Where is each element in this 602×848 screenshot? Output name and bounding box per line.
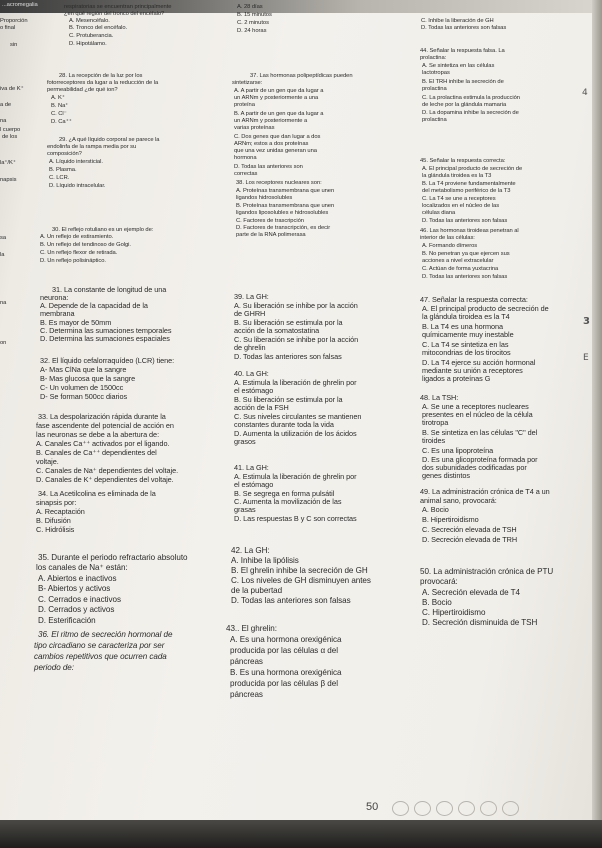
option-b: B- Mas glucosa que la sangre: [40, 374, 136, 383]
option-b-cont: del metabolismo periférico de la T3: [422, 188, 511, 194]
question-stem: 36. El ritmo de secreción hormonal de: [38, 630, 173, 639]
page-number: 50: [366, 801, 379, 813]
option-b: B. Un reflejo del tendinoso de Golgi.: [40, 242, 131, 248]
option-a: A. 28 días: [237, 4, 263, 10]
option-b: B. No penetran ya que ejercen sus: [422, 251, 510, 257]
margin-mark: E: [583, 353, 589, 363]
option-b: B. 15 minutos: [237, 12, 272, 18]
option-b-cont: páncreas: [230, 690, 263, 699]
option-b: B. Bocio: [422, 598, 452, 607]
question-stem: 48. La TSH:: [420, 393, 459, 402]
margin-mark: 3: [583, 316, 590, 327]
option-c: C. Secreción elevada de TSH: [422, 525, 517, 534]
option-a-cont: un ARNm y posteriormente a una: [234, 95, 319, 101]
option-b: B. El TRH inhibe la secreción de: [422, 79, 504, 85]
option-d: D. Las respuestas B y C son correctas: [234, 514, 357, 523]
option-b: B. Difusión: [36, 516, 71, 525]
option-d-cont: ligados a proteínas G: [422, 374, 491, 383]
question-stem: tipo circadiano se caracteriza por ser: [34, 641, 165, 650]
question-stem: endolinfa de la rampa media por su: [47, 144, 137, 150]
option-a: A. El principal producto de secreción de: [422, 166, 523, 172]
option-c: C. 2 minutos: [237, 20, 269, 26]
option-b-cont: ligandos liposolubles e hidrosolubles: [236, 210, 329, 216]
option-d: D. Cerrados y activos: [38, 605, 115, 614]
option-b: B. La T4 es una hormona: [422, 322, 504, 331]
option-a: A. K⁺: [51, 95, 65, 101]
option-d: D. Un reflejo polisináptico.: [40, 258, 106, 264]
option-d: D. Líquido intracelular.: [49, 183, 106, 189]
question-stem: interior de las células:: [420, 235, 475, 241]
option-d: D. Canales de K⁺ dependientes del voltaje.: [36, 475, 174, 484]
top-fragment: o final: [0, 25, 16, 31]
left-fragment: iva de K⁺: [0, 86, 24, 92]
footer-circle: [458, 801, 475, 816]
option-a: A. Proteínas transmembrana que unen: [236, 188, 335, 194]
option-c: C. Hipertiroidismo: [422, 608, 486, 617]
option-a: A. Estimula la liberación de ghrelin por: [234, 378, 357, 387]
option-c-cont: que una vez unidas generan una: [234, 148, 317, 154]
option-c-cont: de leche por la glándula mamaria: [422, 102, 507, 108]
footer-circle: [502, 801, 519, 816]
option-b: B. Canales de Ca⁺⁺ dependientes del: [36, 448, 157, 457]
option-a: A. A partir de un gen que da lugar a: [234, 88, 324, 94]
footer-circle: [436, 801, 453, 816]
option-d: D. Es una glicoproteína formada por: [422, 455, 538, 464]
option-c-cont: mitocondrias de los tirocitos: [422, 348, 511, 357]
question-stem: fotorreceptores da lugar a la reducción de la: [47, 80, 159, 86]
bottom-shadow-band: [0, 820, 602, 848]
option-c: C. La prolactina estimula la producción: [422, 95, 520, 101]
option-c: C. Es una lipoproteína: [422, 446, 494, 455]
option-a: A. Recaptación: [36, 507, 85, 516]
left-fragment: na: [0, 118, 7, 124]
footer-circles: [392, 801, 519, 816]
option-b-cont: voltaje.: [36, 457, 59, 466]
option-c: C. Aumenta la movilización de las: [234, 497, 342, 506]
question-stem: 42. La GH:: [231, 546, 270, 555]
question-stem: 39. La GH:: [234, 292, 269, 301]
option-b: B. Se segrega en forma pulsátil: [234, 489, 335, 498]
text-line: ¿en qué región del tronco del encéfalo?: [64, 11, 165, 17]
option-c-cont: de la pubertad: [231, 586, 283, 595]
question-stem: composición?: [47, 151, 82, 157]
option-b: B- Abiertos y activos: [38, 584, 111, 593]
option-b-cont: varias proteínas: [234, 125, 275, 131]
option-b-cont: un ARNm y posteriormente a: [234, 118, 308, 124]
question-stem: 30. El reflejo rotuliano es un ejemplo de:: [52, 227, 154, 233]
option-d-cont: correctas: [234, 171, 258, 177]
option-a: A. El principal producto de secreción de: [422, 304, 549, 313]
question-stem: 32. El líquido cefalorraquídeo (LCR) tiene:: [40, 356, 175, 365]
option-c: C. Actúan de forma yuxtacrina: [422, 266, 499, 272]
option-a: A. Mesencéfalo.: [69, 18, 110, 24]
question-stem: 33. La despolarización rápida durante la: [38, 412, 166, 421]
left-fragment: la: [0, 252, 5, 258]
option-b: B. Hipertiroidismo: [422, 515, 479, 524]
option-d-cont: parte de la RNA polimerasa: [236, 232, 306, 238]
top-fragment: Proporción: [0, 18, 28, 24]
option-c-cont: localizados en el núcleo de las: [422, 203, 500, 209]
option-a: A. Su liberación se inhibe por la acción: [234, 301, 358, 310]
question-stem: 38. Los receptores nucleares son:: [236, 180, 322, 186]
option-a-cont: lactotropas: [422, 70, 450, 76]
option-c: C. Cerrados e inactivos: [38, 595, 121, 604]
option-a-cont: membrana: [40, 309, 75, 318]
question-stem: 49. La administración crónica de T4 a un: [420, 487, 550, 496]
option-d: D. La T4 ejerce su acción hormonal: [422, 358, 536, 367]
option-b-cont: químicamente muy inestable: [422, 330, 514, 339]
option-a: A. Líquido intersticial.: [49, 159, 103, 165]
question-stem: sintetizarse:: [232, 80, 263, 86]
top-fragment: sin: [10, 42, 18, 48]
option-d-cont: dos subunidades codificadas por: [422, 463, 527, 472]
option-a: A. Bocio: [422, 505, 449, 514]
option-c: C. Protuberancia.: [69, 33, 114, 39]
option-d: D. Todas las anteriores son falsas: [421, 25, 507, 31]
question-stem: 47. Señalar la respuesta correcta:: [420, 295, 528, 304]
question-stem: las neuronas se debe a la abertura de:: [36, 430, 160, 439]
option-d: D. Todas las anteriores son falsas: [231, 596, 351, 605]
option-b: B. A partir de un gen que da lugar a: [234, 111, 324, 117]
option-c-cont: ARNm; estos a dos proteínas: [234, 141, 309, 147]
question-stem: periodo de:: [34, 663, 74, 672]
option-d: D. Ca⁺⁺: [51, 119, 72, 125]
top-fragment: ...acromegalia: [2, 2, 38, 8]
footer-circle: [480, 801, 497, 816]
option-b-cont: tiroides: [422, 436, 446, 445]
option-a-cont: la glándula tiroidea es la T3: [422, 173, 492, 179]
option-c: C. Los niveles de GH disminuyen antes: [231, 576, 371, 585]
question-stem: 46. Las hormonas tiroideas penetran al: [420, 228, 519, 234]
option-c-cont: de ghrelin: [234, 343, 266, 352]
option-c: C- Un volumen de 1500cc: [40, 383, 124, 392]
option-e: D. Esterificación: [38, 616, 96, 625]
question-stem: 34. La Acetilcolina es eliminada de la: [38, 489, 156, 498]
option-b-cont: acciones a nivel extracelular: [422, 258, 494, 264]
option-c: C. Sus niveles circulantes se mantienen: [234, 412, 362, 421]
option-a-cont: el estómago: [234, 386, 274, 395]
option-d: D. Aumenta la utilización de los ácidos: [234, 429, 357, 438]
question-stem: 37. Las hormonas polipeptídicas pueden: [250, 73, 353, 79]
question-stem: animal sano, provocará:: [420, 496, 497, 505]
option-c: C. Hidrólisis: [36, 525, 75, 534]
option-a-cont: de GHRH: [234, 309, 266, 318]
footer-circle: [414, 801, 431, 816]
option-c: C. La T4 se une a receptores: [422, 196, 496, 202]
option-c-cont: constantes durante toda la vida: [234, 420, 334, 429]
question-stem: cambios repetitivos que ocurren cada: [34, 652, 167, 661]
margin-mark: 4: [582, 88, 588, 98]
option-c: C. Cl⁻: [51, 111, 67, 117]
question-stem: 43.. El ghrelin:: [226, 624, 277, 633]
option-d: D. Todas las anteriores son falsas: [234, 352, 342, 361]
question-stem: provocará:: [420, 577, 458, 586]
option-a: A. Formando dímeros: [422, 243, 478, 249]
text-line: respiratorias se encuentran principalmente: [64, 4, 172, 10]
footer-circle: [392, 801, 409, 816]
option-d: D. La dopamina inhibe la secreción de: [422, 110, 519, 116]
left-fragment: sa: [0, 235, 7, 241]
left-fragment: de los: [2, 134, 18, 140]
left-fragment: napsis: [0, 177, 17, 183]
option-a-cont: ligandos hidrosolubles: [236, 195, 293, 201]
option-a: A- Mas ClNa que la sangre: [40, 365, 127, 374]
option-c: C. Dos genes que dan lugar a dos: [234, 134, 321, 140]
option-d: D. Factores de transcripción, es decir: [236, 225, 331, 231]
question-stem: 35. Durante el periodo refractario absoluto: [38, 553, 188, 562]
option-c: C. Un reflejo flexor de retirada.: [40, 250, 118, 256]
option-b: B. Su liberación se estimula por la: [234, 318, 343, 327]
left-fragment: l cuerpo: [0, 127, 21, 133]
option-a: A. Un reflejo de estiramiento.: [40, 234, 114, 240]
option-d: D. 24 horas: [237, 28, 267, 34]
option-a: A. Es una hormona orexigénica: [230, 635, 342, 644]
option-c: C. Su liberación se inhibe por la acción: [234, 335, 359, 344]
option-d-cont: mediante su unión a receptores: [422, 366, 523, 375]
option-b: B. Na⁺: [51, 103, 69, 109]
option-d: D. Todas las anteriores son falsas: [422, 274, 508, 280]
option-c: C. Inhibe la liberación de GH: [421, 18, 494, 24]
option-c: C. Determina las sumaciones temporales: [40, 326, 172, 335]
option-b: B. Proteínas transmembrana que unen: [236, 203, 335, 209]
option-a-cont: producida por las células α del: [230, 646, 338, 655]
option-a: A. Canales Ca⁺⁺ activados por el ligando.: [36, 439, 170, 448]
option-a-cont: tirotropa: [422, 418, 449, 427]
option-b-cont: producida por las células β del: [230, 679, 338, 688]
option-b-cont: acción de la somatostatina: [234, 326, 320, 335]
option-c: C. La T4 se sintetiza en las: [422, 340, 509, 349]
question-stem: 50. La administración crónica de PTU: [420, 567, 554, 576]
option-b: B. Es mayor de 50mm: [40, 318, 112, 327]
question-stem: neurona:: [40, 293, 69, 302]
option-d: D- Se forman 500cc diarios: [40, 392, 128, 401]
question-stem: 45. Señalar la respuesta correcta:: [420, 158, 506, 164]
question-stem: 44. Señalar la respuesta falsa. La: [420, 48, 505, 54]
question-stem: fase ascendente del potencial de acción en: [36, 421, 174, 430]
option-a: A. Se sintetiza en las células: [422, 63, 495, 69]
option-b: B. Se sintetiza en las células "C" del: [422, 428, 538, 437]
option-a: A. Secreción elevada de T4: [422, 588, 520, 597]
option-b-cont: prolactina: [422, 86, 447, 92]
option-c-cont: grasas: [234, 505, 256, 514]
option-a: A. Inhibe la lipólisis: [231, 556, 299, 565]
option-d-cont: genes distintos: [422, 471, 470, 480]
option-b: B. Es una hormona orexigénica: [230, 668, 342, 677]
option-a: A. Abiertos e inactivos: [38, 574, 117, 583]
option-d-cont: prolactina: [422, 117, 447, 123]
option-d: D. Todas las anteriores son: [234, 164, 303, 170]
option-d: D. Hipotálamo.: [69, 41, 107, 47]
question-stem: prolactina:: [420, 55, 447, 61]
left-fragment: na: [0, 300, 7, 306]
option-c: C. LCR.: [49, 175, 70, 181]
option-b: B. Tronco del encéfalo.: [69, 25, 128, 31]
option-a-cont: presentes en el núcleo de la célula: [422, 410, 533, 419]
option-a-cont: páncreas: [230, 657, 263, 666]
question-stem: 31. La constante de longitud de una: [52, 285, 167, 294]
option-d: D. Todas las anteriores son falsas: [422, 218, 508, 224]
option-b-cont: acción de la FSH: [234, 403, 289, 412]
question-stem: los canales de Na⁺ están:: [36, 563, 128, 572]
question-stem: permeabilidad ¿de qué ion?: [47, 87, 118, 93]
option-a: A. Depende de la capacidad de la: [40, 301, 148, 310]
option-a: A. Se une a receptores nucleares: [422, 402, 529, 411]
option-d-cont: grasos: [234, 437, 256, 446]
left-fragment: a de: [0, 102, 12, 108]
option-c-cont: hormona: [234, 155, 257, 161]
option-a: A. Estimula la liberación de ghrelin por: [234, 472, 357, 481]
option-d: D. Secreción disminuida de TSH: [422, 618, 538, 627]
question-stem: sinapsis por:: [36, 498, 77, 507]
option-b: B. La T4 proviene fundamentalmente: [422, 181, 516, 187]
question-stem: 28. La recepción de la luz por los: [59, 73, 143, 79]
option-a-cont: el estómago: [234, 480, 274, 489]
option-b: B. Plasma.: [49, 167, 77, 173]
option-c: C. Factores de trascripción: [236, 218, 304, 224]
option-a-cont: proteína: [234, 102, 255, 108]
right-edge-shadow: [592, 0, 602, 848]
option-d: D. Determina las sumaciones espaciales: [40, 334, 170, 343]
left-fragment: on: [0, 340, 7, 346]
option-b: B. Su liberación se estimula por la: [234, 395, 343, 404]
question-stem: 29. ¿A qué líquido corporal se parece la: [59, 137, 160, 143]
option-b: B. El ghrelin inhibe la secreción de GH: [231, 566, 368, 575]
left-fragment: la⁺/K⁺: [0, 160, 16, 166]
option-d: D. Secreción elevada de TRH: [422, 535, 518, 544]
question-stem: 40. La GH:: [234, 369, 269, 378]
option-c-cont: células diana: [422, 210, 456, 216]
question-stem: 41. La GH:: [234, 463, 269, 472]
option-c: C. Canales de Na⁺ dependientes del voltaje.: [36, 466, 179, 475]
option-a-cont: la glándula tiroidea es la T4: [422, 312, 510, 321]
